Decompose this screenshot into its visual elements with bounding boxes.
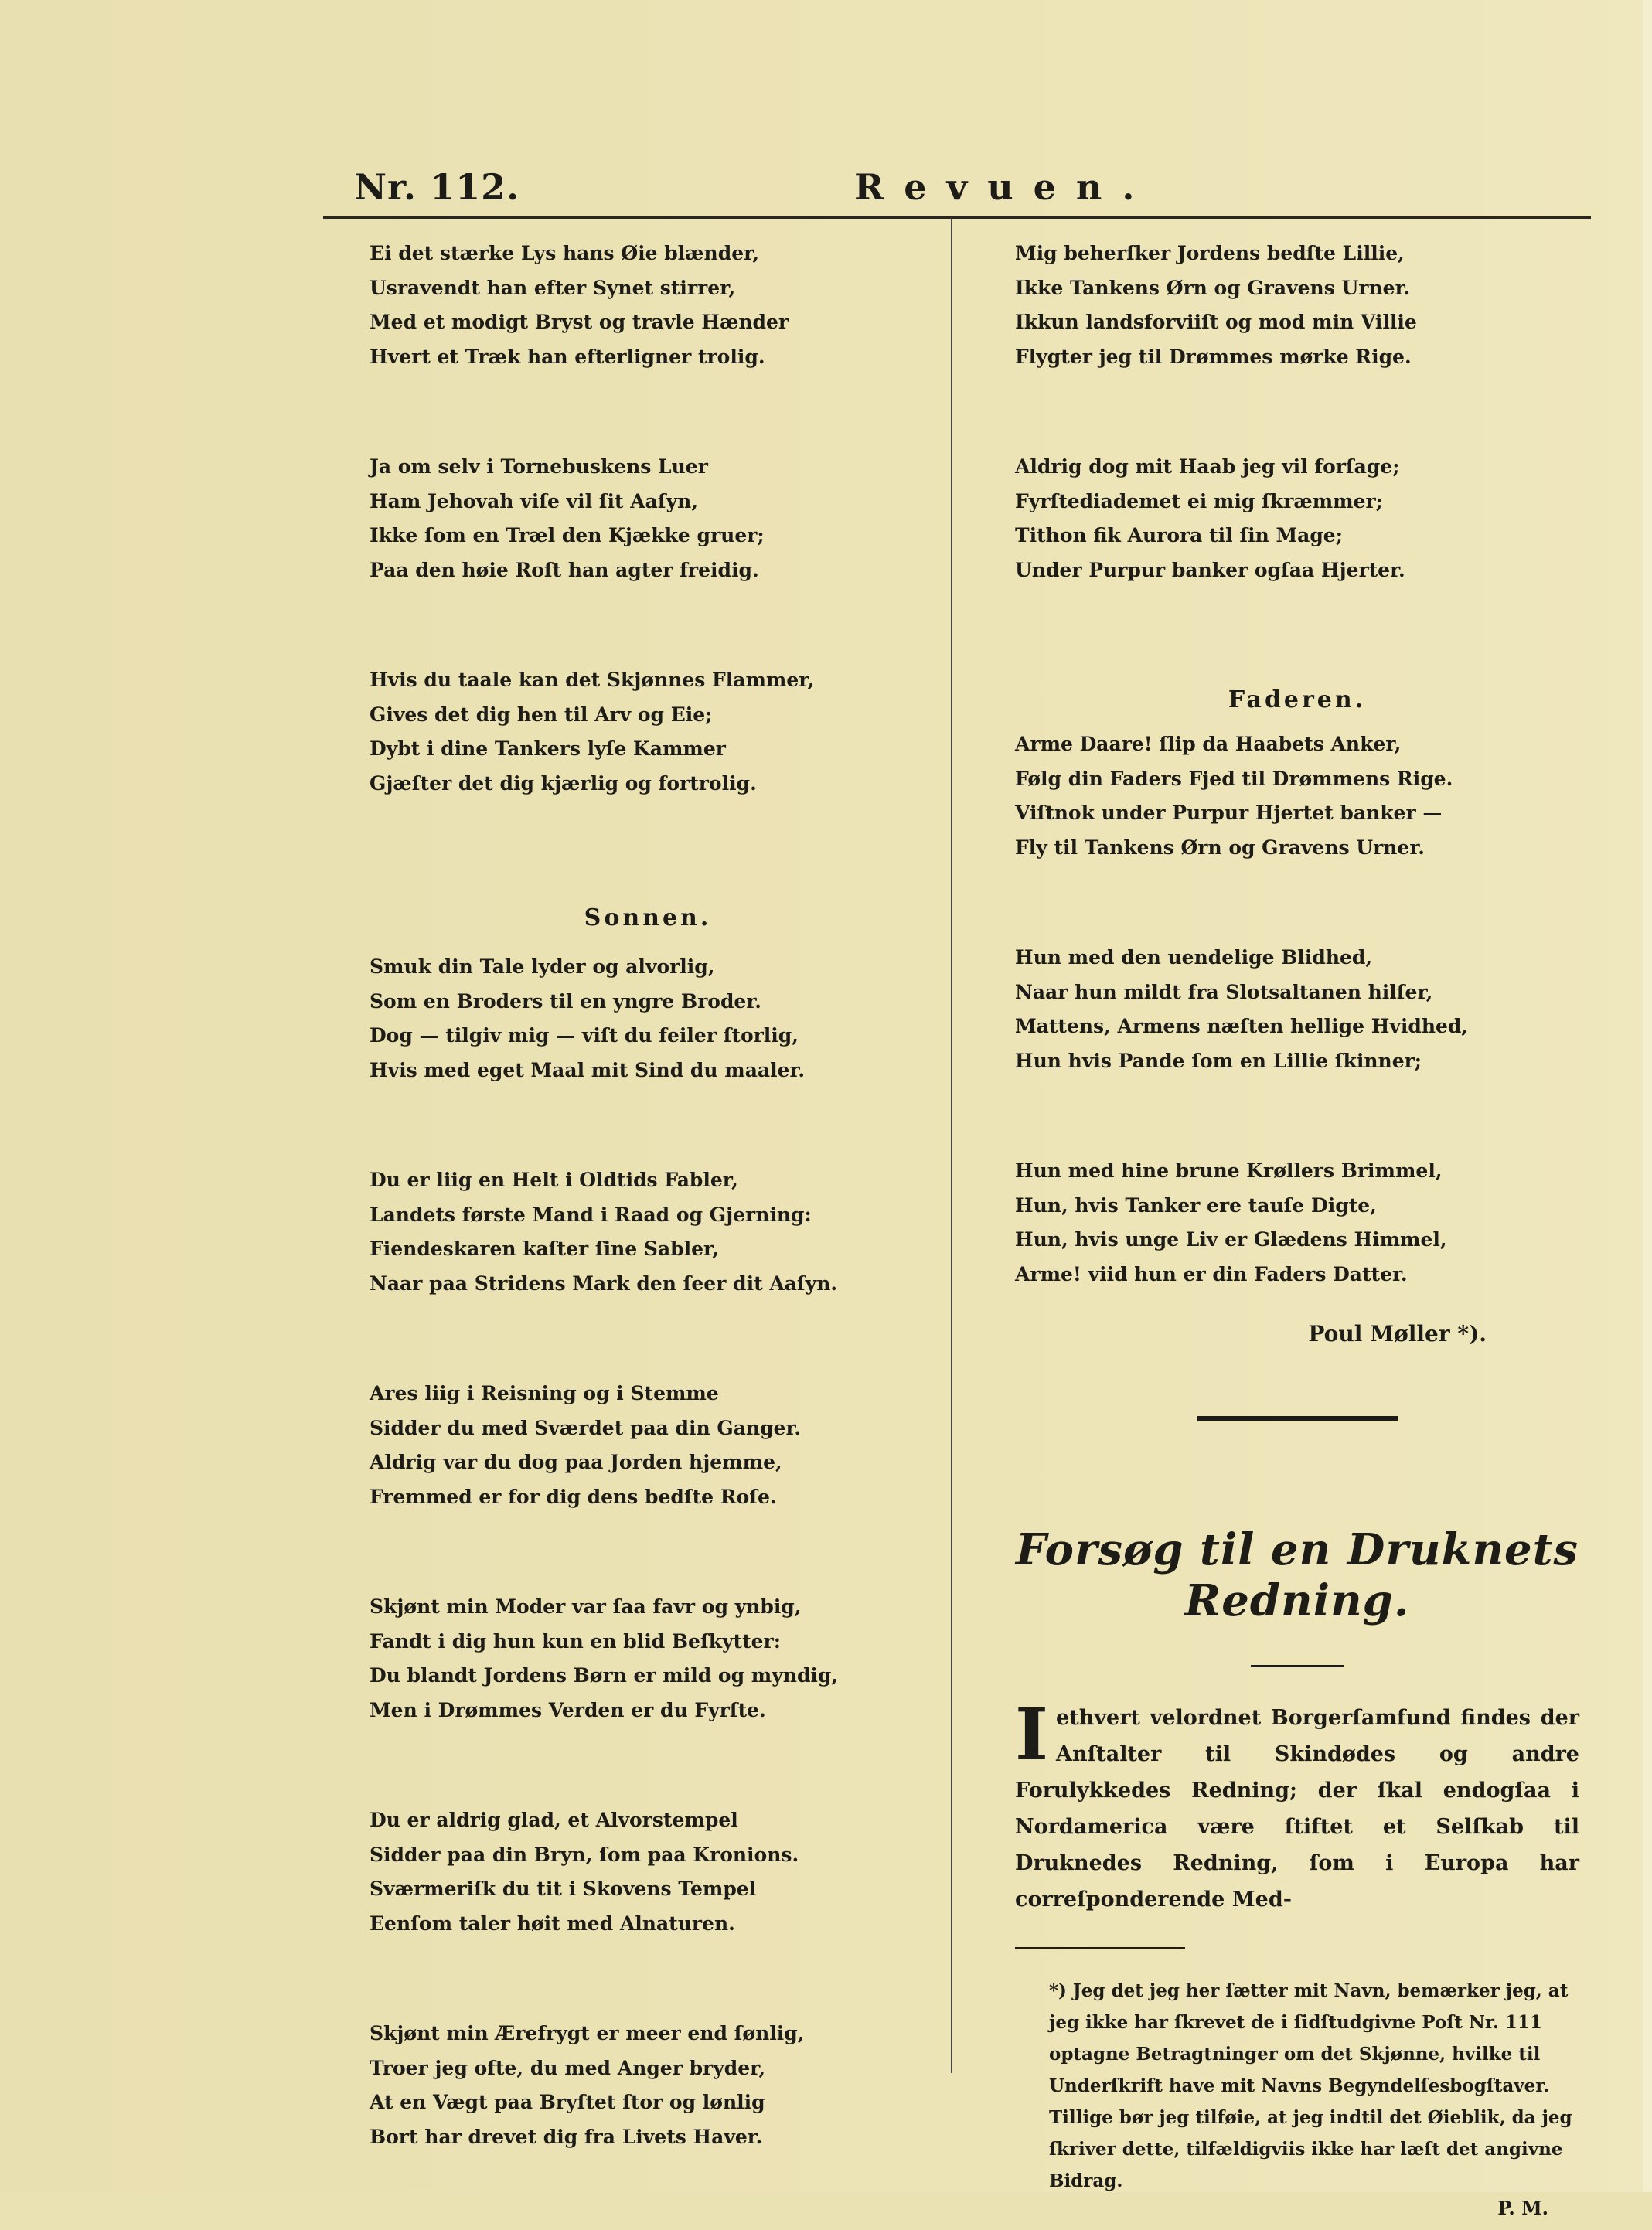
poem-line: Ares liig i Reisning og i Stemme: [370, 1382, 719, 1404]
poem-signature: Poul Møller *).: [1308, 1321, 1487, 1347]
poem-stanzas-group: [1015, 237, 1579, 587]
poem-line: Aldrig dog mit Haab jeg vil forſage;: [1015, 455, 1400, 478]
header-rule: [323, 216, 1591, 219]
poem-line: Flygter jeg til Drømmes mørke Rige.: [1015, 345, 1412, 368]
poem-line: Men i Drømmes Verden er du Fyrſte.: [370, 1698, 766, 1721]
poem-line: Fly til Tankens Ørn og Gravens Urner.: [1015, 836, 1425, 859]
poem-line: Hvert et Træk han efterligner trolig.: [370, 345, 765, 368]
poem-line: Hun med hine brune Krøllers Brimmel,: [1015, 1159, 1443, 1182]
poem-stanza: [370, 1803, 926, 1941]
title-rule: [1251, 1665, 1344, 1667]
poem-stanza: [1015, 450, 1579, 587]
poem-line: Gjæſter det dig kjærlig og fortrolig.: [370, 771, 757, 795]
article-body: [1015, 1693, 1579, 1918]
right-column: [1015, 237, 1579, 2219]
footnote-signature: P. M.: [1497, 2197, 1548, 2219]
poem-line: At en Vægt paa Bryſtet ſtor og lønlig: [370, 2091, 765, 2113]
poem-stanza: [370, 2017, 926, 2154]
poem-line: Med et modigt Bryst og travle Hænder: [370, 311, 789, 333]
poem-line: Ei det stærke Lys hans Øie blænder,: [370, 242, 760, 264]
poem-stanza: [370, 237, 926, 374]
poem-line: Mig beherſker Jordens bedſte Lillie,: [1015, 242, 1405, 264]
poem-stanza: [1015, 727, 1579, 865]
poem-stanza: [370, 1377, 926, 1514]
left-column: [370, 237, 926, 2230]
poem-line: Som en Broders til en yngre Broder.: [370, 989, 761, 1013]
poem-line: Sidder paa din Bryn, ſom paa Kronions.: [370, 1843, 799, 1866]
poem-line: Eenſom taler høit med Alnaturen.: [370, 1912, 735, 1935]
poem-line: Hun hvis Pande ſom en Lillie ſkinner;: [1015, 1049, 1422, 1072]
poem-line: Arme Daare! ſlip da Haabets Anker,: [1015, 733, 1402, 755]
poem-line: Smuk din Tale lyder og alvorlig,: [370, 955, 715, 978]
poem-stanza: [370, 450, 926, 587]
poem-line: Fremmed er for dig dens bedſte Roſe.: [370, 1485, 777, 1508]
poem-stanza: [1015, 237, 1579, 374]
poem-line: Hvis med eget Maal mit Sind du maaler.: [370, 1058, 806, 1081]
poem-line: Hun, hvis Tanker ere tauſe Digte,: [1015, 1193, 1377, 1217]
poem-line: Aldrig var du dog paa Jorden hjemme,: [370, 1451, 782, 1473]
poem-line: Mattens, Armens næſten hellige Hvidhed,: [1015, 1015, 1469, 1037]
poem-line: Naar hun mildt fra Slotsaltanen hilſer,: [1015, 980, 1433, 1003]
poem-line: Usravendt han efter Synet stirrer,: [370, 276, 736, 299]
poem-line: Fyrſtediademet ei mig ſkræmmer;: [1015, 489, 1383, 512]
poem-line: Ja om selv i Tornebuskens Luer: [370, 455, 708, 478]
poem-line: Hvis du taale kan det Skjønnes Flammer,: [370, 669, 815, 691]
poem-line: Hun med den uendelige Blidhed,: [1015, 946, 1373, 969]
poem-line: Landets første Mand i Raad og Gjerning:: [370, 1203, 812, 1226]
footnote: *) Jeg det jeg her ſætter mit Navn, bemærker jeg, at jeg ikke har ſkrevet de i ſidſtudgivne Poſt Nr. 111 optagne Betragtninger om det Skjønne, hvilke til Underſkrift have mit Navns Begyndelſesbogſtaver. Tillige bør jeg tilføie, at jeg indtil det Øieblik, da jeg ſkriver dette, tilfældigviis ikke har læſt det angivne Bidrag.: [1049, 1980, 1572, 2191]
section-title-faderen: Faderen.: [1228, 686, 1367, 713]
poem-line: Ham Jehovah viſe vil ſit Aaſyn,: [370, 489, 699, 512]
poem-stanza: [370, 663, 926, 801]
poem-line: Hun, hvis unge Liv er Glædens Himmel,: [1015, 1228, 1447, 1251]
poem-line: Du blandt Jordens Børn er mild og myndig,: [370, 1664, 839, 1687]
poem-line: Troer jeg ofte, du med Anger bryder,: [370, 2056, 766, 2079]
poem-stanza: [370, 950, 926, 1088]
footnote-rule: [1015, 1947, 1185, 1949]
poem-line: Sværmeriſk du tit i Skovens Tempel: [370, 1878, 757, 1900]
poem-line: Ikkun landsforviiſt og mod min Villie: [1015, 311, 1417, 333]
drop-cap: I: [1015, 1693, 1049, 1776]
page-edge: [1643, 0, 1652, 2192]
column-divider: [951, 218, 952, 2073]
poem-line: Dybt i dine Tankers lyſe Kammer: [370, 737, 726, 760]
poem-line: Du er liig en Helt i Oldtids Fabler,: [370, 1169, 738, 1191]
poem-stanza: [370, 1163, 926, 1301]
article-body-text: ethvert velordnet Borgerſamfund findes der Anſtalter til Skindødes og andre Forulykkedes Redning; der ſkal endogſaa i Nordamerica være ſtiftet et Selſkab til Druknedes Redning, ſom i Europa har correſponderende Med-: [1015, 1706, 1579, 1912]
poem-stanza: [370, 1590, 926, 1728]
poem-stanzas-group: [1015, 727, 1579, 1292]
poem-line: Følg din Faders Fjed til Drømmens Rige.: [1015, 767, 1453, 790]
poem-line: Sidder du med Sværdet paa din Ganger.: [370, 1416, 802, 1439]
poem-line: Dog — tilgiv mig — viſt du feiler ſtorlig,: [370, 1024, 799, 1047]
poem-stanza: [1015, 941, 1579, 1078]
poem-line: Fandt i dig hun kun en blid Beſkytter:: [370, 1629, 781, 1653]
poem-line: Skjønt min Moder var ſaa favr og ynbig,: [370, 1595, 802, 1618]
section-title-sonnen: Sonnen.: [584, 904, 712, 931]
poem-line: Ikke ſom en Træl den Kjække gruer;: [370, 524, 765, 546]
poem-stanzas-group: [370, 950, 926, 2154]
poem-line: Naar paa Stridens Mark den ſeer dit Aaſyn.: [370, 1272, 838, 1295]
article-title: Forsøg til en Druknets Redning.: [1015, 1524, 1579, 1626]
poem-line: Arme! viid hun er din Faders Datter.: [1015, 1262, 1408, 1285]
poem-line: Fiendeskaren kaſter ſine Sabler,: [370, 1238, 720, 1260]
issue-number: Nr. 112.: [354, 166, 520, 208]
section-divider: [1197, 1416, 1398, 1421]
poem-line: Gives det dig hen til Arv og Eie;: [370, 703, 713, 726]
poem-line: Skjønt min Ærefrygt er meer end ſønlig,: [370, 2022, 805, 2044]
poem-line: Du er aldrig glad, et Alvorstempel: [370, 1809, 738, 1831]
poem-line: Paa den høie Roſt han agter freidig.: [370, 558, 759, 581]
poem-line: Ikke Tankens Ørn og Gravens Urner.: [1015, 276, 1411, 299]
poem-line: Under Purpur banker ogſaa Hjerter.: [1015, 558, 1405, 581]
poem-line: Viſtnok under Purpur Hjertet banker —: [1015, 802, 1443, 824]
poem-stanzas-group: [370, 237, 926, 801]
poem-line: Bort har drevet dig fra Livets Haver.: [370, 2125, 763, 2148]
poem-line: Tithon fik Aurora til ſin Mage;: [1015, 524, 1343, 546]
masthead-title: Revuen.: [854, 166, 1155, 208]
poem-stanza: [1015, 1154, 1579, 1292]
